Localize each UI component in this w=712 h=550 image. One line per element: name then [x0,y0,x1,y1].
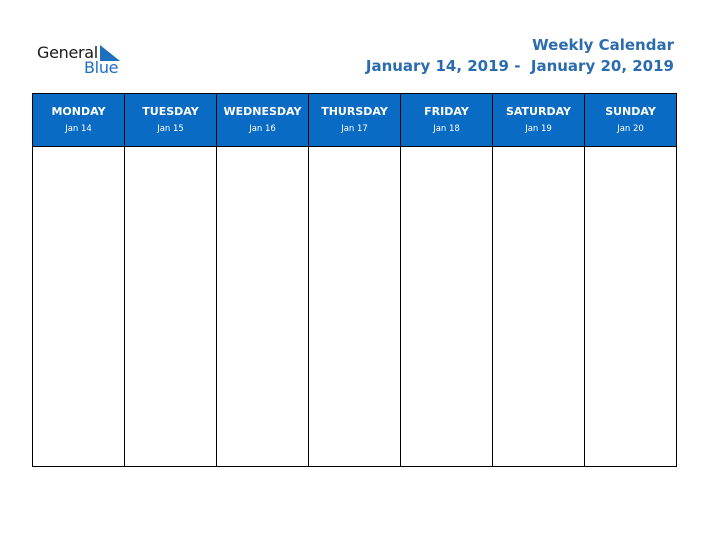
day-date: Jan 16 [249,124,276,134]
week-grid [32,93,677,467]
day-column-sunday [585,94,676,466]
day-cell[interactable] [125,147,216,466]
day-name: SATURDAY [505,105,572,118]
brand-logo [37,41,127,81]
day-date: Jan 18 [433,124,460,134]
day-column-wednesday [217,94,309,466]
day-column-monday [33,94,125,466]
day-date: Jan 14 [65,124,92,134]
calendar-date-range: January 14, 2019 - January 20, 2019 [365,57,674,75]
day-column-tuesday [125,94,217,466]
day-date: Jan 19 [525,124,552,134]
day-name: SUNDAY [605,105,656,118]
day-date: Jan 17 [341,124,368,134]
day-header [401,94,492,147]
day-header [585,94,676,147]
day-cell[interactable] [309,147,400,466]
day-column-saturday [493,94,585,466]
day-name: MONDAY [51,105,106,118]
day-name: FRIDAY [424,105,469,118]
day-header [33,94,124,147]
day-cell[interactable] [493,147,584,466]
logo-text-blue: Blue [84,58,119,77]
day-cell[interactable] [401,147,492,466]
day-name: TUESDAY [142,105,199,118]
day-cell[interactable] [585,147,676,466]
day-name: WEDNESDAY [223,105,302,118]
day-name: THURSDAY [321,105,388,118]
day-date: Jan 15 [157,124,184,134]
day-date: Jan 20 [617,124,644,134]
logo-text-general: General [37,43,98,62]
day-header [309,94,400,147]
calendar-header [366,35,674,77]
day-header [493,94,584,147]
day-column-thursday [309,94,401,466]
calendar-title: Weekly Calendar [532,36,674,54]
day-cell[interactable] [217,147,308,466]
day-header [217,94,308,147]
day-cell[interactable] [33,147,124,466]
day-header [125,94,216,147]
day-column-friday [401,94,493,466]
